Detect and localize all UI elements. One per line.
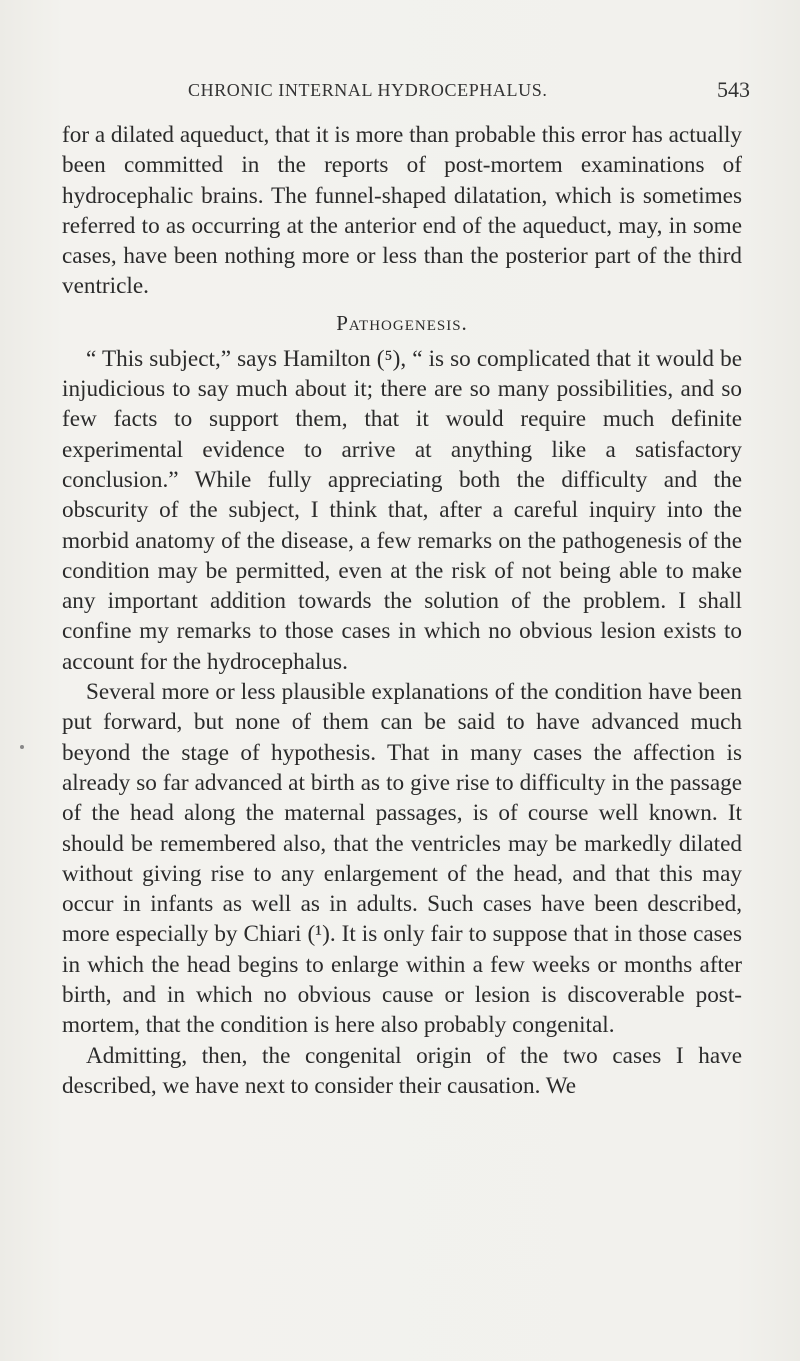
section-heading: Pathogenesis. [336,310,468,335]
paragraph-admitting: Admitting, then, the congenital origin of the two cases I have described, we have next to consider their causation. We [62,1042,742,1099]
page-number: 543 [717,77,750,102]
page-header [60,77,750,110]
margin-dot-mark [20,745,24,749]
running-head: CHRONIC INTERNAL HYDROCEPHALUS. [188,80,548,100]
paragraph-quote: “ This subject,” says Hamilton (⁵), “ is so complicated that it would be injudicious to say much about it; there are so many possibilities, and so few facts to support them, that it would require much definite experimental evidence to arrive at anything like a satisfactory conclusion.” While fully appreciating both the difficulty and the obscurity of the subject, I think that, after a careful inquiry into the morbid anatomy of the disease, a few remarks on the pathogenesis of the condition may be permitted, even at the risk of not being able to make any important addition towards the solution of the problem. I shall confine my remarks to those cases in which no obvious lesion exists to account for the hydrocephalus. [62,345,742,675]
body-text [62,120,742,1101]
paragraph-explanations: Several more or less plausible explanations of the condition have been put forward, but none of them can be said to have advanced much beyond the stage of hypothesis. That in many cases the affection is already so far advanced at birth as to give rise to difficulty in the passage of the head along the maternal passages, is of course well known. It should be remembered also, that the ventricles may be markedly dilated without giving rise to any enlargement of the head, and that this may occur in infants as well as in adults. Such cases have been described, more especially by Chiari (¹). It is only fair to suppose that in those cases in which the head begins to enlarge within a few weeks or months after birth, and in which no obvious cause or lesion is discoverable post-mortem, that the condition is here also probably congenital. [62,679,742,1039]
paragraph-continuation: for a dilated aqueduct, that it is more than probable this error has actually been committed in the reports of post-mortem examinations of hydrocephalic brains. The funnel-shaped dilatation, which is sometimes referred to as occurring at the anterior end of the aqueduct, may, in some cases, have been nothing more or less than the posterior part of the third ventricle. [62,122,742,300]
